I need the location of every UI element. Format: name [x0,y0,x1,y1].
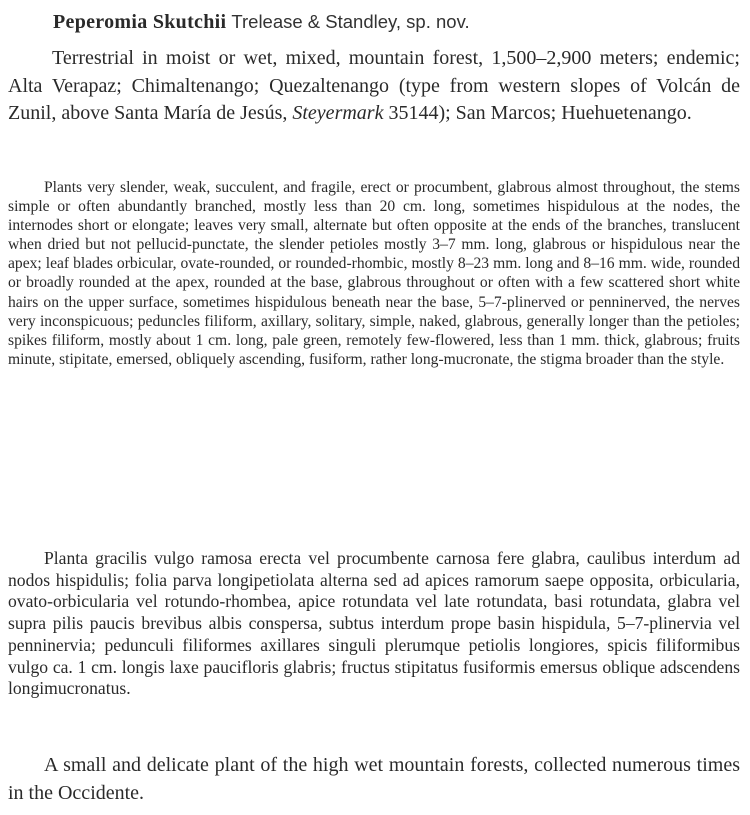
habitat-paragraph [8,45,740,128]
latin-diagnosis-paragraph: Planta gracilis vulgo ramosa erecta vel procumbente carnosa fere glabra, caulibus interdum ad nodos hispidulis; folia parva longipetiolata alterna sed ad apices ramorum saepe opposita, orbicularia, ovato-orbicularia vel rotundo-rhombea, apice rotundata vel late rotundata, basi rotundata, glabra vel supra pilis paucis brevibus albis conspersa, subtus interdum prope basin hispidula, 5–7-plinervia vel penninervia; pedunculi filiformes axillares singuli plerumque petiolis longiores, spicis filiformibus vulgo ca. 1 cm. longis laxe paucifloris glabris; fructus stipitatus fusiformis emersus oblique adscendens longimucronatus. [8,548,740,699]
collector-name: Steyermark [292,102,384,124]
species-name: Peperomia Skutchii [53,11,227,33]
remarks-paragraph: A small and delicate plant of the high wet mountain forests, collected numerous times in the Occidente. [8,754,740,804]
species-heading [53,8,743,36]
species-authority: Trelease & Standley, sp. nov. [231,11,470,32]
habitat-text-end: 35144); San Marcos; Huehuetenango. [388,102,692,124]
description-paragraph: Plants very slender, weak, succulent, and fragile, erect or procumbent, glabrous almost throughout, the stems simple or often abundantly branched, mostly less than 20 cm. long, sometimes hispidulous at the nodes, the internodes short or elongate; leaves very small, alternate but often opposite at the ends of the branches, translucent when dried but not pellucid-punctate, the slender petioles mostly 3–7 mm. long, glabrous or hispidulous near the apex; leaf blades orbicular, ovate-rounded, or rounded-rhombic, mostly 8–23 mm. long and 8–16 mm. wide, rounded or broadly rounded at the apex, rounded at the base, glabrous throughout or often with a few scattered short white hairs on the upper surface, sometimes hispidulous beneath near the base, 5–7-plinerved or penninerved, the nerves very inconspicuous; peduncles filiform, axillary, solitary, simple, naked, glabrous, generally longer than the petioles; spikes filiform, mostly about 1 cm. long, pale green, remotely few-flowered, less than 1 mm. thick, glabrous; fruits minute, stipitate, emersed, obliquely ascending, fusiform, rather long-mucronate, the stigma broader than the style. [8,179,740,368]
habitat-text: Terrestrial in moist or wet, mixed, mountain forest, 1,500–2,900 meters; endemic; Alta Verapaz; Chimaltenango; Quezaltenango (type from western slopes of Volcán de Zunil, above Santa María de Jesús, [8,47,740,124]
